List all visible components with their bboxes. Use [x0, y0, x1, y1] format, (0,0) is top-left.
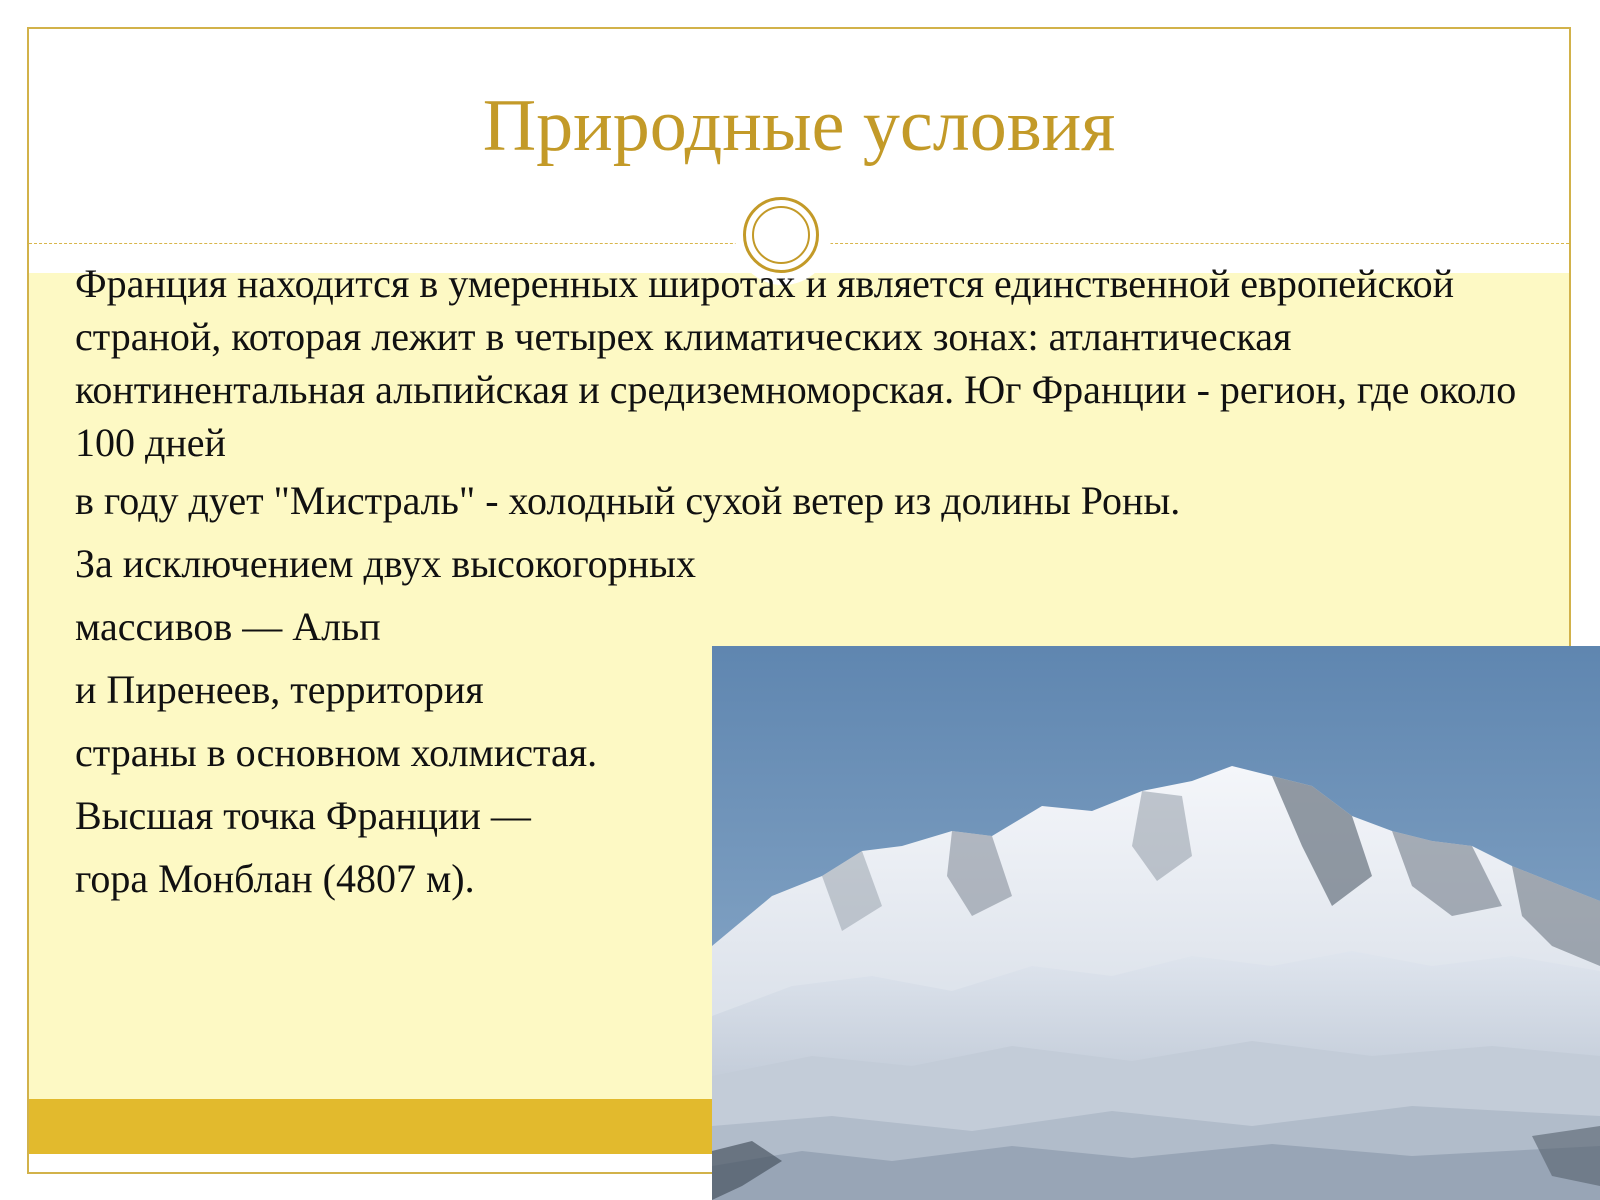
ornament-inner-ring [752, 206, 810, 264]
text-line: гора Монблан (4807 м). [75, 856, 475, 901]
text-line: и Пиренеев, территория [75, 667, 484, 712]
mountain-illustration [712, 646, 1600, 1200]
text-line: в году дует "Мистраль" - холодный сухой ветер из долины Роны. [75, 478, 1181, 523]
mont-blanc-photo [712, 646, 1600, 1200]
text-line: За исключением двух высокогорных [75, 541, 696, 586]
climate-paragraph: Франция находится в умеренных широтах и является единственной европейской страной, которая лежит в четырех климатических зонах: атлантическая континентальная альпийская и средиземноморская. Юг Франции - регион, где около 100 дней [75, 261, 1517, 465]
text-line: массивов — Альп [75, 604, 381, 649]
text-line: Высшая точка Франции — [75, 793, 531, 838]
slide-title: Природные условия [482, 85, 1116, 167]
text-line: страны в основном холмистая. [75, 730, 598, 775]
